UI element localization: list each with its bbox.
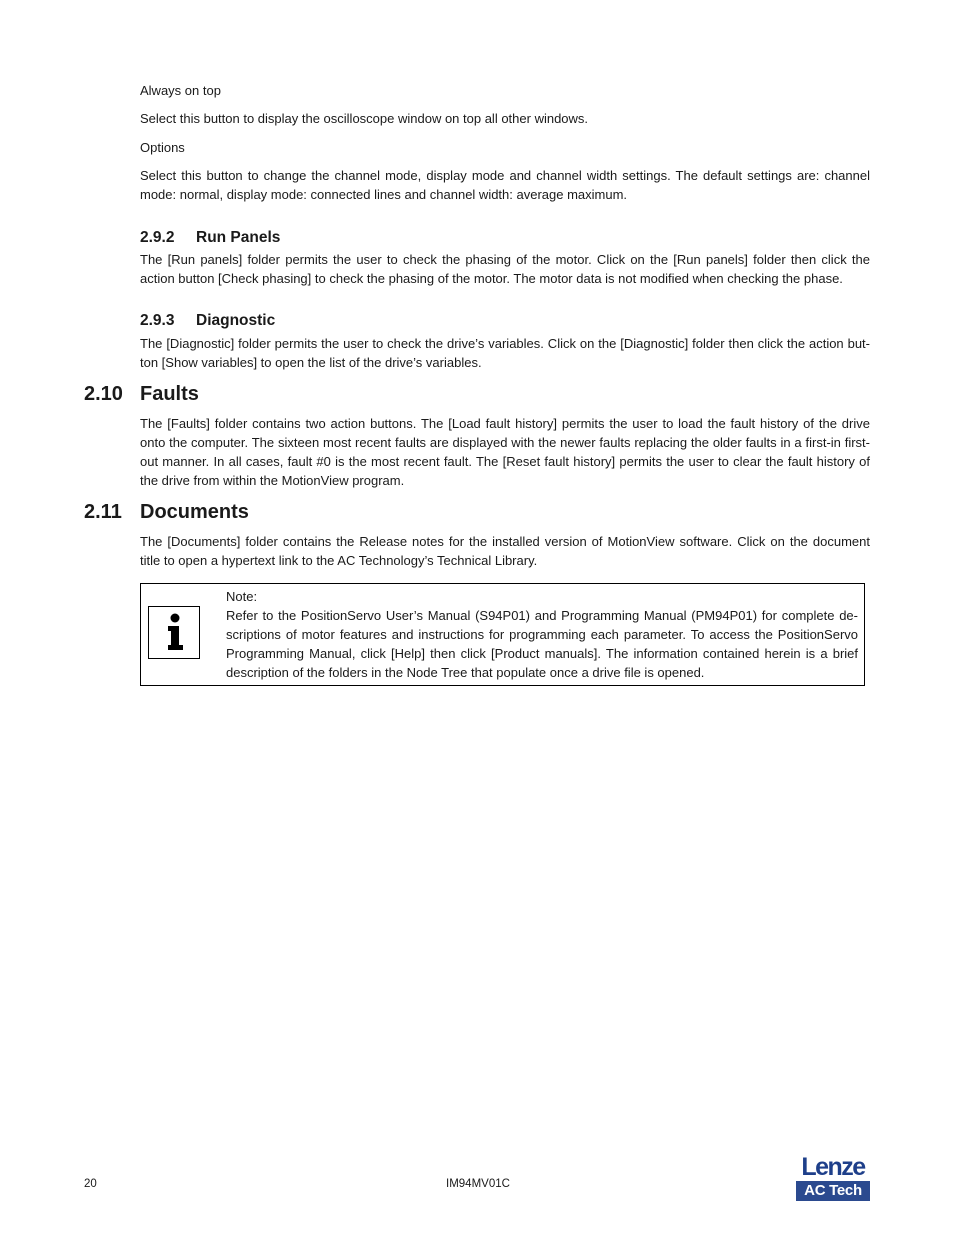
diagnostic-body: The [Diagnostic] folder permits the user to check the drive’s variables. Click on the [Diagnostic] folder then click the action but-ton [Show variables] to open the list of the drive’s variables.: [140, 336, 870, 370]
note-text: Refer to the PositionServo User’s Manual (S94P01) and Programming Manual (PM94P01) for complete de-scriptions of motor features and instructions for programming each parameter. To access the PositionServo Programming Manual, click [Help] then click [Product manuals]. The information contained herein is a brief description of the folders in the Node Tree that populate once a drive file is opened.: [226, 608, 858, 680]
note-label: Note:: [226, 589, 258, 604]
lenze-actech-logo: [796, 1154, 870, 1202]
options-label: Options: [140, 140, 185, 155]
run-panels-body: The [Run panels] folder permits the user to check the phasing of the motor. Click on the [Run panels] folder then click the action button [Check phasing] to check the phasing of the motor. The motor data is not modified when checking the phase.: [140, 252, 870, 286]
always-on-top-label: Always on top: [140, 83, 221, 98]
section-number: 2.9.2: [140, 229, 175, 246]
section-number: 2.9.3: [140, 312, 175, 329]
documents-body: The [Documents] folder contains the Release notes for the installed version of MotionView software. Click on the document title to open a hypertext link to the AC Technology’s Technical Library.: [140, 534, 870, 568]
section-heading-faults: [84, 382, 199, 406]
page-number: 20: [84, 1178, 97, 1190]
note-box: [140, 583, 865, 686]
section-title: Documents: [140, 501, 249, 523]
faults-body: The [Faults] folder contains two action buttons. The [Load fault history] permits the user to load the fault history of the drive onto the computer. The sixteen most recent faults are displayed with the newer faults replacing the older faults in a first-in first-out manner. In all cases, fault #0 is the most recent fault. The [Reset fault history] permits the user to clear the fault history of the drive from within the MotionView program.: [140, 416, 870, 488]
always-on-top-description: Select this button to display the oscilloscope window on top all other windows.: [140, 111, 589, 126]
section-heading-documents: [84, 500, 249, 524]
info-icon: [148, 606, 200, 659]
section-number: 2.11: [84, 501, 122, 523]
section-title: Faults: [140, 383, 199, 405]
section-number: 2.10: [84, 383, 123, 405]
section-title: Diagnostic: [196, 312, 276, 329]
logo-actech-text: AC Tech: [796, 1181, 870, 1201]
section-heading-run-panels: [140, 228, 280, 248]
section-title: Run Panels: [196, 229, 281, 246]
section-heading-diagnostic: [140, 311, 275, 331]
logo-lenze-text: Lenze: [801, 1153, 865, 1181]
document-id: IM94MV01C: [446, 1178, 510, 1190]
options-description: Select this button to change the channel mode, display mode and channel width settings. The default settings are: channel mode: normal, display mode: connected lines and channel width: average maximum.: [140, 168, 870, 202]
